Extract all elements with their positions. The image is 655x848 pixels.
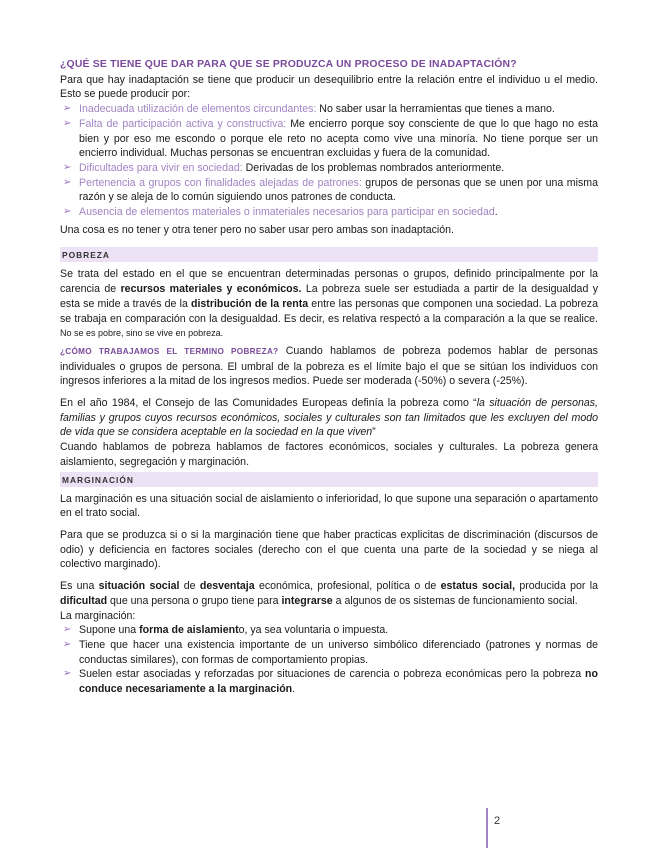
bullet-desc: No saber usar la herramientas que tienes a mano. [316,103,555,116]
text-run: entre las personas que componen una sociedad. La pobreza se trabaja en comparación con la desigualdad. Es decir, es relativa respectó a la comparación a la que se realice. [60,297,598,325]
arrow-bullet-icon: ➢ [63,161,72,173]
bold-text: no conduce necesariamente a la marginación [79,668,598,696]
arrow-bullet-icon: ➢ [63,176,72,188]
quote-text: la situación de personas, familias y grupos cuyos recursos económicos, sociales y culturales son tan limitados que les excluyen del modo de vida que se considera aceptable en la sociedad en la que viven [60,397,598,439]
arrow-bullet-icon: ➢ [63,668,72,680]
bullet-desc: Me encierro porque soy consciente de que lo que hago no esta bien y por eso me escondo o porque ele reto no acepta como vive una minoría. No tiene porque ser un encierro individual. Muchas personas se encuentran excluidas y fuera de la comunidad. [79,117,598,160]
sub-heading: ¿CÓMO TRABAJAMOS EL TERMINO POBREZA? [60,346,279,356]
text-run: ” [372,426,376,439]
bold-text: distribución de la renta [190,297,309,310]
text-run: Supone una [79,624,140,637]
bold-text: forma de aislamient [139,624,239,637]
intro-text: Para que hay inadaptación se tiene que producir un desequilibrio entre la relación entre el individuo u el medio. Esto se puede producir por: [60,73,598,101]
list-item [60,623,598,638]
marginacion-list [60,623,598,697]
list-item [60,102,598,117]
bold-text: integrarse [281,594,333,607]
bullet-term: Dificultades para vivir en sociedad: [79,161,243,174]
section-heading-pobreza: POBREZA [60,247,598,262]
footer-divider [486,808,488,848]
marginacion-lead: La marginación: [60,609,136,622]
text-run: Cuando hablamos de pobreza podemos hablar de personas individuales o grupos de persona. El umbral de la pobreza es el límite bajo el que se sitúan los individuos con ingresos inferiores a la mitad de los ingresos medios. Puede ser moderada (-50%) o severa (-25%). [60,344,598,388]
marginacion-paragraph-1: La marginación es una situación social de aislamiento o inferioridad, lo que supone una separación o apartamento en el trato social. [60,492,598,520]
list-item [60,205,598,220]
intro-title: ¿QUÉ SE TIENE QUE DAR PARA QUE SE PRODUZCA UN PROCESO DE INADAPTACIÓN? [60,59,517,70]
bold-text: desventaja [199,580,255,593]
bullet-term: Inadecuada utilización de elementos circundantes: [79,103,317,116]
page-number: 2 [494,815,501,827]
list-item [60,638,598,667]
arrow-bullet-icon: ➢ [63,638,72,650]
bullet-desc: Derivadas de los problemas nombrados anteriormente. [242,161,505,174]
document-page [60,58,598,697]
text-run: económica, profesional, política o de [254,580,441,593]
bullet-desc: . [494,206,498,219]
bold-text: estatus social, [440,580,516,593]
list-item [60,117,598,161]
text-run: de [179,580,200,593]
pobreza-paragraph-1 [60,267,598,341]
text-run: producida por la [515,580,599,593]
text-run: La pobreza suele ser estudiada a partir de la desigualdad y esta se mide a través de la [60,283,598,310]
bullet-term: Falta de participación activa y constructiva: [79,117,287,130]
text-run: Suelen estar asociadas y reforzadas por situaciones de carencia o pobreza económicas pero la pobreza [79,668,586,681]
arrow-bullet-icon: ➢ [63,624,72,636]
pobreza-paragraph-4: Cuando hablamos de pobreza hablamos de factores económicos, sociales y culturales. La pobreza genera aislamiento, segregación y marginación. [60,441,598,468]
text-run: . [292,683,296,696]
marginacion-paragraph-2: Para que se produzca si o si la marginación tiene que haber practicas explicitas de discriminación (discursos de odio) y deficiencia en factores sociales (derecho con el que cuenta una parte de la sociedad y se niega al colectivo marginado). [60,528,598,571]
text-run: que una persona o grupo tiene para [107,594,282,607]
text-run: En el año 1984, el Consejo de las Comunidades Europeas definía la pobreza como “ [60,397,477,410]
pobreza-paragraph-3 [60,396,598,440]
text-run: a algunos de os sistemas de funcionamiento social. [332,594,578,607]
text-run: Es una [60,580,99,593]
arrow-bullet-icon: ➢ [63,206,72,218]
bullet-term: Pertenencia a grupos con finalidades alejadas de patrones: [79,176,362,189]
bold-text: recursos materiales y económicos. [120,283,302,296]
bold-text: situación social [98,580,180,593]
pobreza-paragraph-2 [60,344,598,389]
arrow-bullet-icon: ➢ [63,117,72,129]
text-run: Se trata del estado en el que se encuentran determinadas personas o grupos, definido principalmente por la carencia de [60,268,598,296]
list-item [60,667,598,696]
arrow-bullet-icon: ➢ [63,103,72,115]
list-item [60,161,598,176]
text-run: Tiene que hacer una existencia importante de un universo simbólico diferenciado (patrones y normas de conductas similares), con formas de comportamiento propias. [79,638,598,666]
inadaptation-list [60,102,598,220]
list-item [60,176,598,205]
marginacion-paragraph-3 [60,579,598,608]
intro-closing: Una cosa es no tener y otra tener pero no saber usar pero ambas son inadaptación. [60,223,454,236]
bold-text: dificultad [60,594,108,607]
bullet-term: Ausencia de elementos materiales o inmateriales necesarios para participar en sociedad [79,206,495,219]
bullet-desc: grupos de personas que se unen por una misma razón y se aleja de lo común siguiendo unos patrones de conducta. [79,176,598,204]
section-heading-marginacion: MARGINACIÓN [60,472,598,487]
text-run: o, ya sea voluntaria o impuesta. [238,624,389,637]
small-text: No se es pobre, sino se vive en pobreza. [60,328,224,339]
